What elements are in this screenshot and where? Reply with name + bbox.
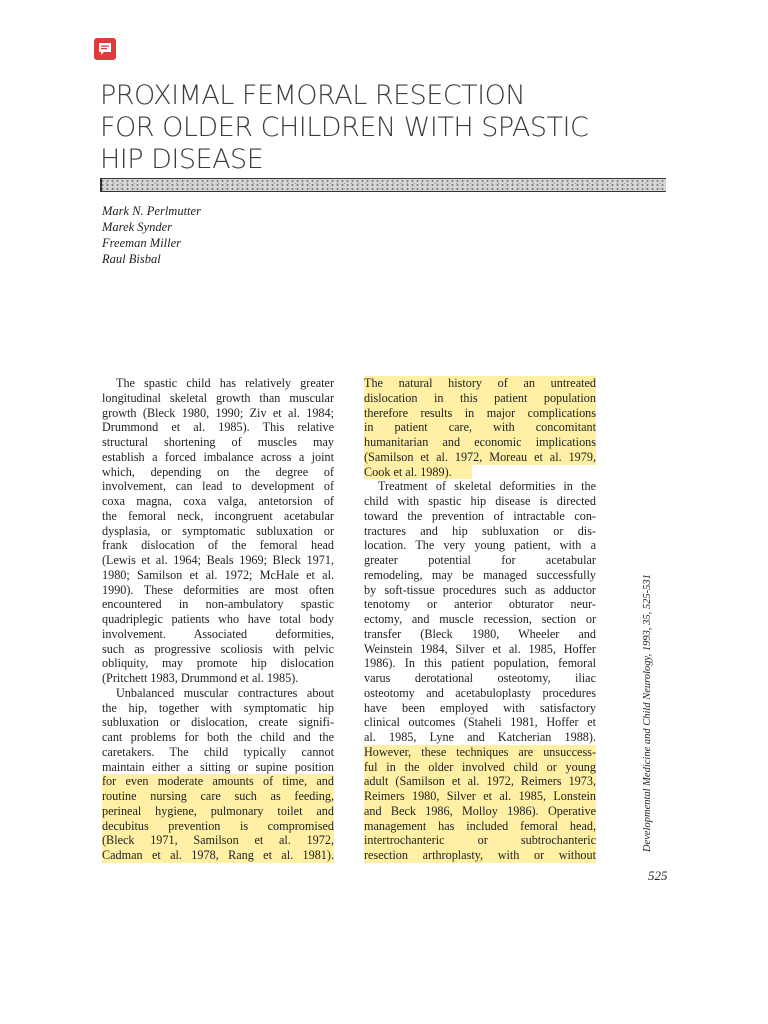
comment-glyph xyxy=(98,42,112,56)
text-line: growth (Bleck 1980, 1990; Ziv et al. 1984; xyxy=(102,405,334,420)
highlighted-line: and Beck 1986, Molloy 1986). Operative xyxy=(364,803,596,818)
highlighted-line: Cook et al. 1989). xyxy=(364,465,472,480)
highlighted-line: decubitus prevention is compromised xyxy=(102,818,334,833)
page-number: 525 xyxy=(648,868,668,883)
text-line: longitudinal skeletal growth than muscular xyxy=(102,390,334,405)
highlighted-line: in patient care, with concomitant xyxy=(364,420,596,435)
text-line: caretakers. The child typically cannot xyxy=(102,744,334,759)
text-line: the hip, together with symptomatic hip xyxy=(102,700,334,715)
highlighted-line: Reimers 1980, Silver et al. 1985, Lonstein xyxy=(364,789,596,803)
text-line: tenotomy or anterior obturator neur- xyxy=(364,597,596,612)
text-line: have been employed with satisfactory xyxy=(364,700,596,715)
highlighted-line: The natural history of an untreated xyxy=(364,376,596,390)
text-line: maintain either a sitting or supine position xyxy=(102,759,334,774)
title-rule-bar xyxy=(100,178,666,192)
text-line: encountered in non-ambulatory spastic xyxy=(102,597,334,612)
text-line: which, depending on the degree of xyxy=(102,464,334,479)
highlighted-line: adult (Samilson et al. 1972, Reimers 1973, xyxy=(364,774,596,789)
highlighted-line: for even moderate amounts of time, and xyxy=(102,774,334,789)
text-line: osteotomy and acetabuloplasty procedures xyxy=(364,685,596,700)
text-line: transfer (Bleck 1980, Wheeler and xyxy=(364,626,596,641)
highlighted-line: management has included femoral head, xyxy=(364,818,596,833)
text-line: greater potential for acetabular xyxy=(364,553,596,567)
text-line: Treatment of skeletal deformities in the xyxy=(378,479,596,494)
text-line: quadriplegic patients who have total body xyxy=(102,612,334,626)
text-line: such as progressive scoliosis with pelvic xyxy=(102,641,334,656)
text-line: 1980; Samilson et al. 1972; McHale et al. xyxy=(102,567,334,582)
author-name: Raul Bisbal xyxy=(102,252,161,266)
text-line: structural shortening of muscles may xyxy=(102,435,334,449)
text-line: The spastic child has relatively greater xyxy=(116,376,334,390)
text-line: clinical outcomes (Staheli 1981, Hoffer et xyxy=(364,715,596,730)
text-line: cant problems for both the child and the xyxy=(102,730,334,744)
text-line: (Lewis et al. 1964; Beals 1969; Bleck 1971, xyxy=(102,553,334,567)
text-line: coxa magna, coxa valga, antetorsion of xyxy=(102,494,334,508)
title-line: HIP DISEASE xyxy=(100,144,264,175)
text-line: remodeling, may be managed successfully xyxy=(364,567,596,582)
highlighted-line: therefore results in major complications xyxy=(364,405,596,420)
text-line: al. 1985, Lyne and Katcherian 1988). xyxy=(364,730,596,744)
highlighted-line: dislocation in this patient population xyxy=(364,390,596,405)
text-line: Drummond et al. 1985). This relative xyxy=(102,420,334,435)
highlighted-line: humanitarian and economic implications xyxy=(364,435,596,449)
article-title xyxy=(100,80,620,176)
title-line: PROXIMAL FEMORAL RESECTION xyxy=(100,80,526,111)
author-name: Mark N. Perlmutter xyxy=(102,204,201,218)
text-line: location. The very young patient, with a xyxy=(364,538,596,553)
author-list xyxy=(102,203,201,267)
text-line: dysplasia, or symptomatic subluxation or xyxy=(102,523,334,538)
author-name: Marek Synder xyxy=(102,220,172,234)
text-line: Unbalanced muscular contractures about xyxy=(116,685,334,700)
text-line: child with spastic hip disease is directed xyxy=(364,494,596,508)
left-column xyxy=(102,376,334,863)
text-line: frank dislocation of the femoral head xyxy=(102,538,334,553)
highlighted-line: (Bleck 1971, Samilson et al. 1972, xyxy=(102,833,334,848)
text-line: (Pritchett 1983, Drummond et al. 1985). xyxy=(102,671,299,685)
title-line: FOR OLDER CHILDREN WITH SPASTIC xyxy=(100,112,589,143)
author-name: Freeman Miller xyxy=(102,236,182,250)
highlighted-line: However, these techniques are unsuccess- xyxy=(364,744,596,759)
highlighted-line: ful in the older involved child or young xyxy=(364,759,596,774)
text-line: involvement. Associated deformities, xyxy=(102,626,334,641)
text-line: ectomy, and muscle recession, section or xyxy=(364,612,596,626)
highlighted-line: resection arthroplasty, with or without xyxy=(364,848,596,862)
right-column xyxy=(364,376,596,863)
text-line: 1986). In this patient population, femoral xyxy=(364,656,596,671)
highlighted-line: perineal hygiene, pulmonary toilet and xyxy=(102,803,334,818)
text-line: Weinstein 1984, Silver et al. 1985, Hoffer xyxy=(364,641,596,656)
comment-icon[interactable] xyxy=(94,38,116,60)
highlighted-line: intertrochanteric or subtrochanteric xyxy=(364,833,596,848)
text-line: the femoral neck, incongruent acetabular xyxy=(102,508,334,523)
text-line: establish a forced imbalance across a joint xyxy=(102,449,334,464)
text-line: by soft-tissue procedures such as adductor xyxy=(364,582,596,597)
highlighted-line: routine nursing care such as feeding, xyxy=(102,789,334,803)
text-line: subluxation or dislocation, create signifi- xyxy=(102,715,334,730)
text-line: 1990). These deformities are most often xyxy=(102,582,334,597)
highlighted-line: (Samilson et al. 1972, Moreau et al. 1979, xyxy=(364,449,596,464)
text-line: tractures and hip subluxation or dis- xyxy=(364,523,596,538)
highlighted-line: Cadman et al. 1978, Rang et al. 1981). xyxy=(102,848,334,862)
text-line: obliquity, may promote hip dislocation xyxy=(102,656,334,671)
text-line: toward the prevention of intractable con- xyxy=(364,508,596,523)
text-line: varus derotational osteotomy, iliac xyxy=(364,671,596,685)
text-line: involvement, can lead to development of xyxy=(102,479,334,494)
journal-reference-text: Developmental Medicine and Child Neurology, 1993, 35, 525-531 xyxy=(642,574,653,852)
journal-reference xyxy=(642,552,660,852)
